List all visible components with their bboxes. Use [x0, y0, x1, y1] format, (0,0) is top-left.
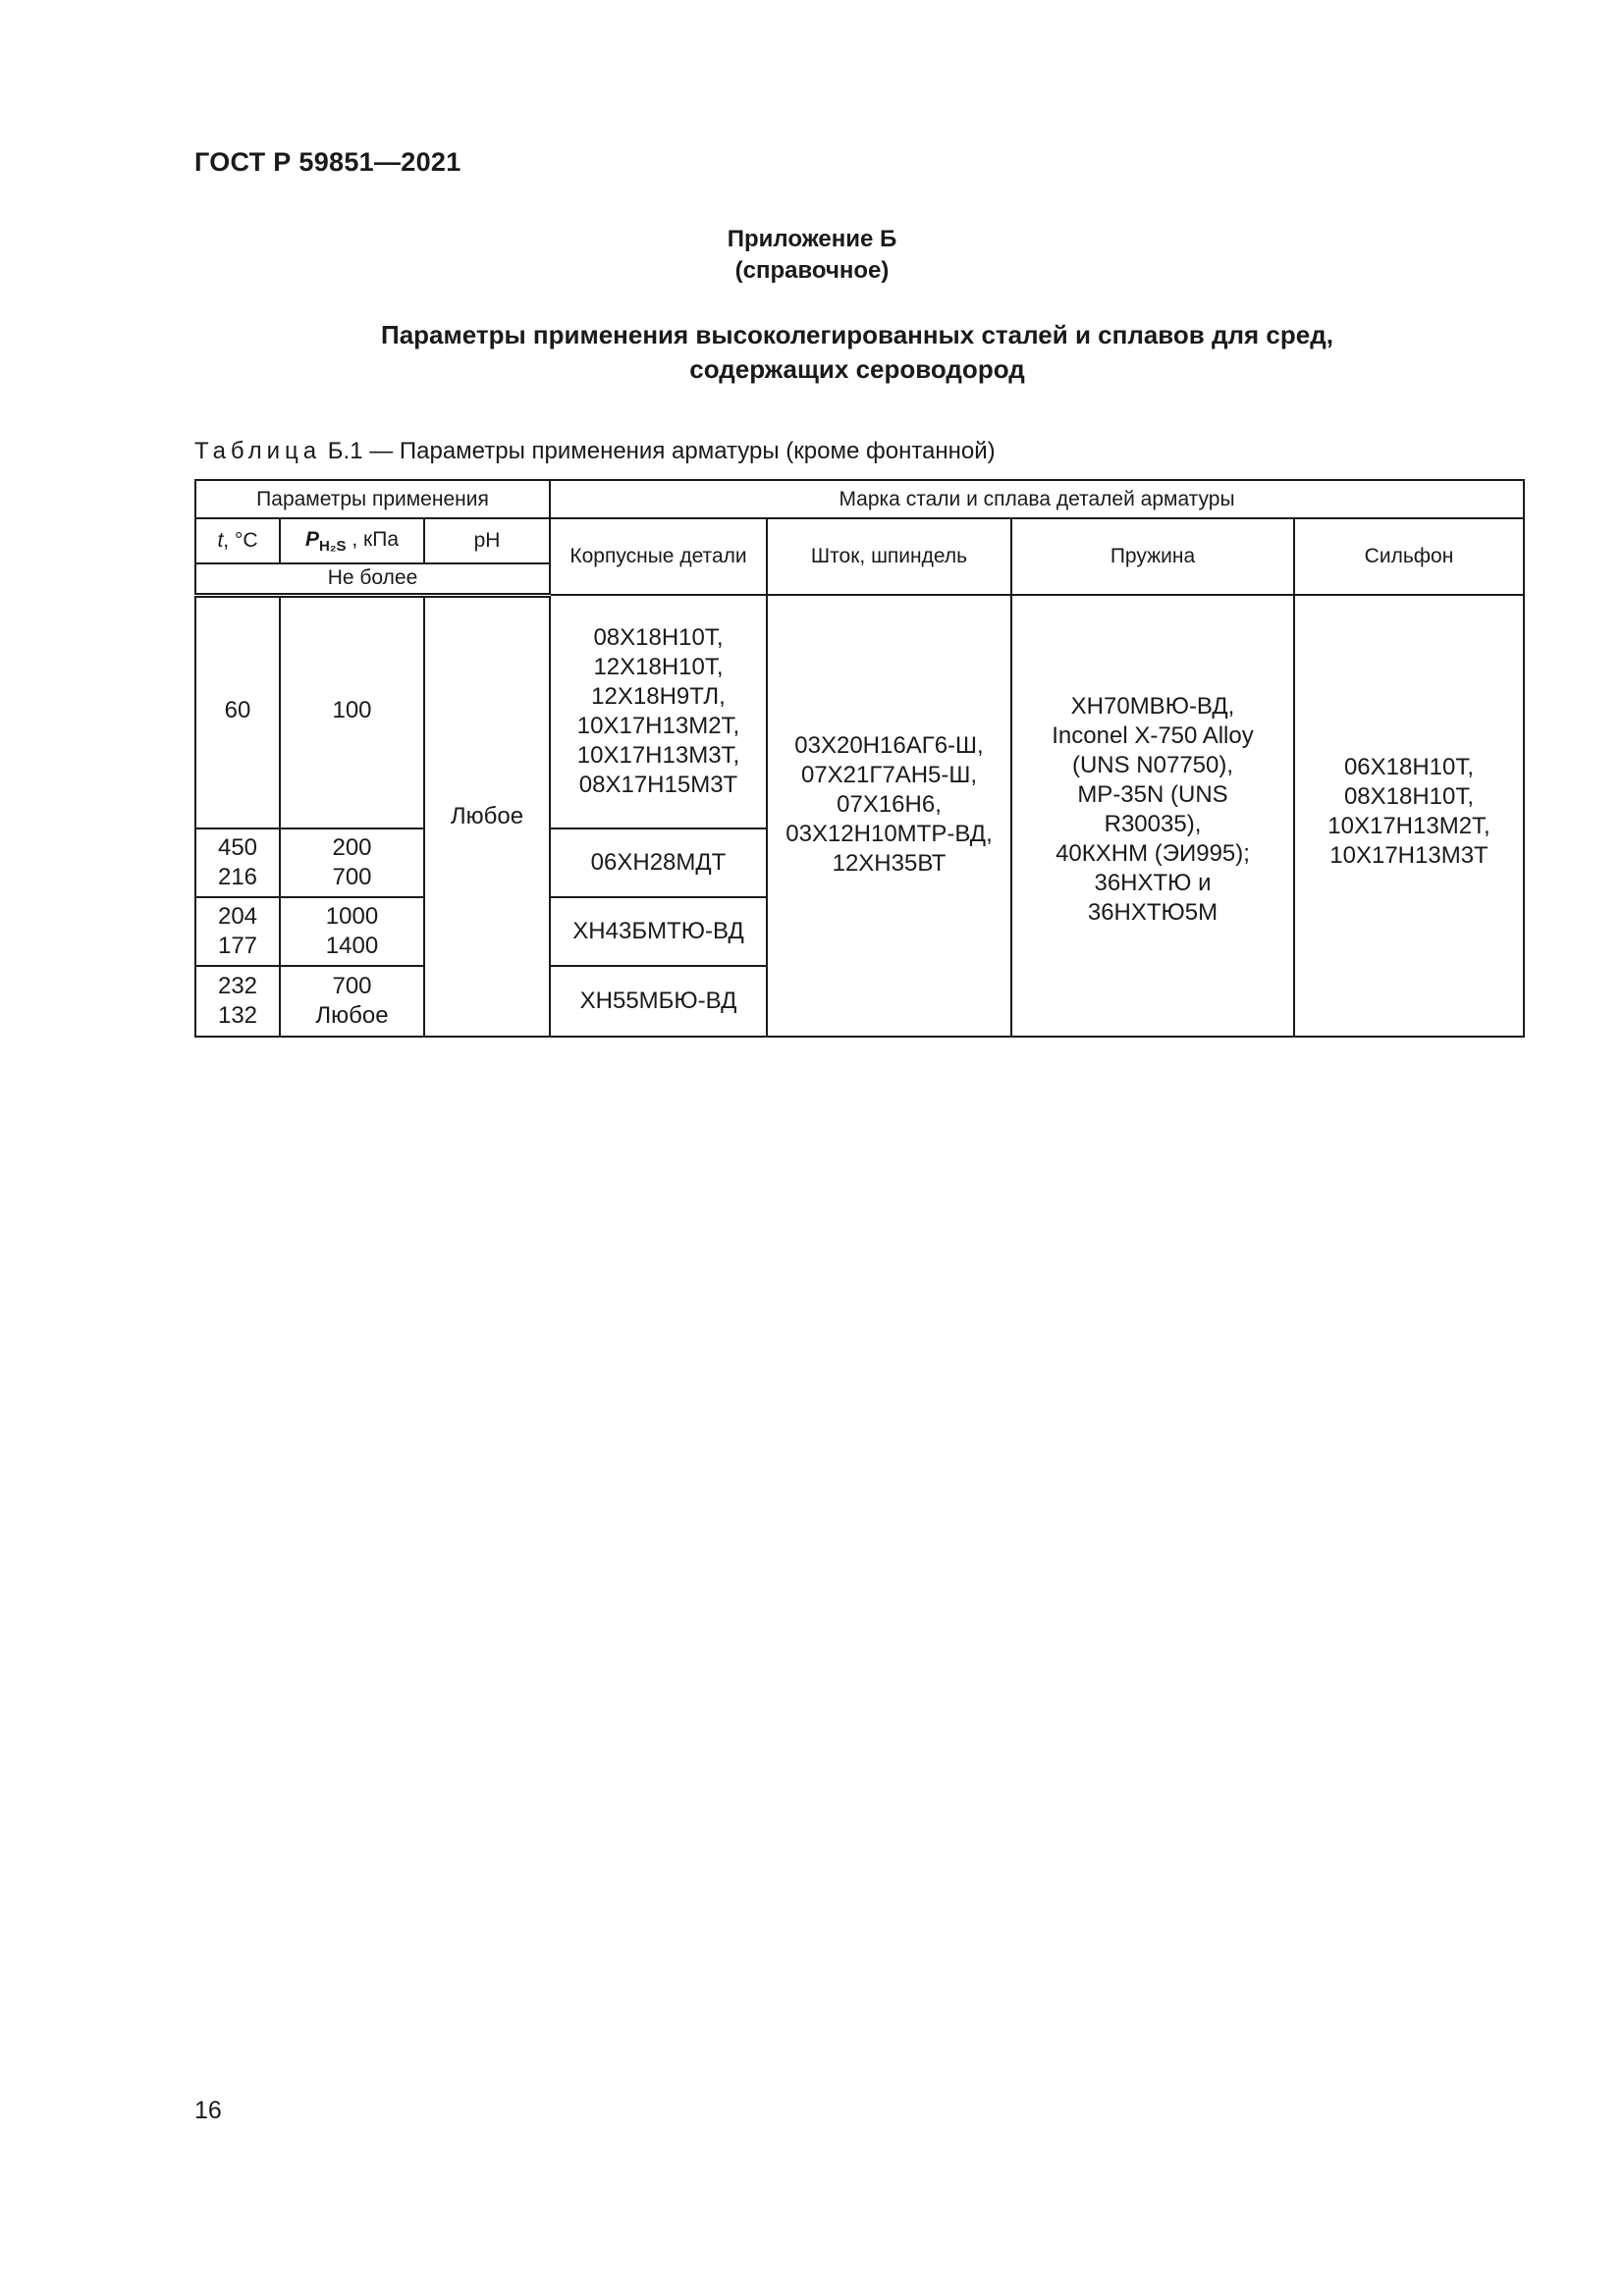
- appendix-title: Приложение Б: [727, 226, 897, 252]
- bellows-header: Сильфон: [1294, 518, 1524, 595]
- params-group-header: Параметры применения: [195, 480, 550, 518]
- ph-cell: Любое: [424, 595, 550, 1037]
- body-parts-cell: ХН43БМТЮ-ВД: [550, 897, 767, 966]
- stem-header: Шток, шпиндель: [767, 518, 1011, 595]
- temperature-cell: 232 132: [195, 966, 280, 1037]
- pressure-cell: 700 Любое: [280, 966, 424, 1037]
- body-parts-cell: 08Х18Н10Т, 12Х18Н10Т, 12Х18Н9ТЛ, 10Х17Н13М2Т, 10Х17Н13М3Т, 08Х17Н15М3Т: [550, 595, 767, 828]
- table-row: [195, 595, 1524, 828]
- temperature-cell: 450 216: [195, 828, 280, 897]
- body-parts-header: Корпусные детали: [550, 518, 767, 595]
- section-title-line-2: содержащих сероводород: [689, 354, 1025, 384]
- pressure-cell: 1000 1400: [280, 897, 424, 966]
- pressure-cell: 200 700: [280, 828, 424, 897]
- table-caption-text: Б.1 — Параметры применения арматуры (кроме фонтанной): [321, 438, 996, 464]
- not-more-header: Не более: [195, 563, 550, 595]
- grade-group-header: Марка стали и сплава деталей арматуры: [550, 480, 1524, 518]
- stem-cell: 03Х20Н16АГ6-Ш, 07Х21Г7АН5-Ш, 07Х16Н6, 03Х12Н10МТР-ВД, 12ХН35ВТ: [767, 595, 1011, 1037]
- pressure-cell: 100: [280, 595, 424, 828]
- ph-header: pH: [424, 518, 550, 563]
- table-group-header-row: [195, 480, 1524, 518]
- body-parts-cell: ХН55МБЮ-ВД: [550, 966, 767, 1037]
- table-caption-prefix: Таблица: [194, 438, 322, 464]
- spring-header: Пружина: [1011, 518, 1294, 595]
- bellows-cell: 06Х18Н10Т, 08Х18Н10Т, 10Х17Н13М2Т, 10Х17Н13М3Т: [1294, 595, 1524, 1037]
- section-title-line-1: Параметры применения высоколегированных сталей и сплавов для сред,: [381, 320, 1333, 349]
- parameters-table: [194, 479, 1525, 1038]
- table-caption: [194, 438, 996, 465]
- page-number: 16: [194, 2097, 222, 2124]
- section-title: [194, 318, 1520, 387]
- pressure-header: $P_{H_2S}$ , кПа: [280, 518, 424, 563]
- document-id-header: ГОСТ Р 59851—2021: [194, 147, 461, 177]
- table-column-header-row: [195, 518, 1524, 563]
- temperature-header: t, °С: [195, 518, 280, 563]
- spring-cell: ХН70МВЮ-ВД, Inconel X-750 Alloy (UNS N07750), MP-35N (UNS R30035), 40КХНМ (ЭИ995); 36НХТЮ и 36НХТЮ5М: [1011, 595, 1294, 1037]
- temperature-cell: 204 177: [195, 897, 280, 966]
- appendix-type: (справочное): [734, 257, 890, 284]
- temperature-cell: 60: [195, 595, 280, 828]
- body-parts-cell: 06ХН28МДТ: [550, 828, 767, 897]
